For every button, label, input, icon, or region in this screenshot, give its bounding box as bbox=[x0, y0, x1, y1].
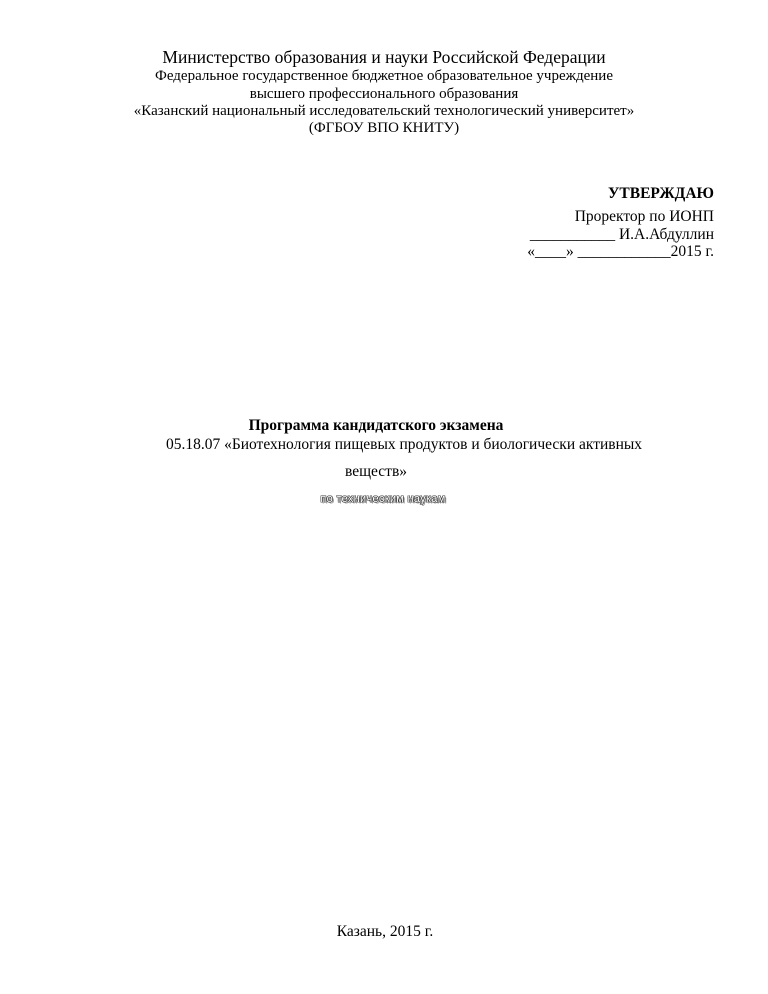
education-level: высшего профессионального образования bbox=[249, 86, 519, 102]
university-abbreviation: (ФГБОУ ВПО КНИТУ) bbox=[308, 120, 460, 136]
specialty-line-2: веществ» bbox=[344, 463, 408, 480]
institution-type: Федеральное государственное бюджетное образовательное учреждение bbox=[154, 68, 613, 84]
ministry-name: Министерство образования и науки Российской Федерации bbox=[162, 47, 606, 67]
science-field-wordart: по техническим наукам bbox=[320, 493, 446, 505]
approval-title: УТВЕРЖДАЮ bbox=[608, 185, 714, 202]
program-title: Программа кандидатского экзамена bbox=[248, 417, 504, 434]
specialty-line-1: 05.18.07 «Биотехнология пищевых продуктов и биологически активных bbox=[165, 436, 643, 453]
approval-position: Проректор по ИОНП bbox=[574, 208, 714, 225]
city-year: Казань, 2015 г. bbox=[336, 923, 434, 940]
university-name: «Казанский национальный исследовательский технологический университет» bbox=[133, 103, 635, 119]
approval-date-line: «____» ____________2015 г. bbox=[527, 243, 714, 260]
approval-signature-line: ___________ И.А.Абдуллин bbox=[529, 226, 714, 243]
